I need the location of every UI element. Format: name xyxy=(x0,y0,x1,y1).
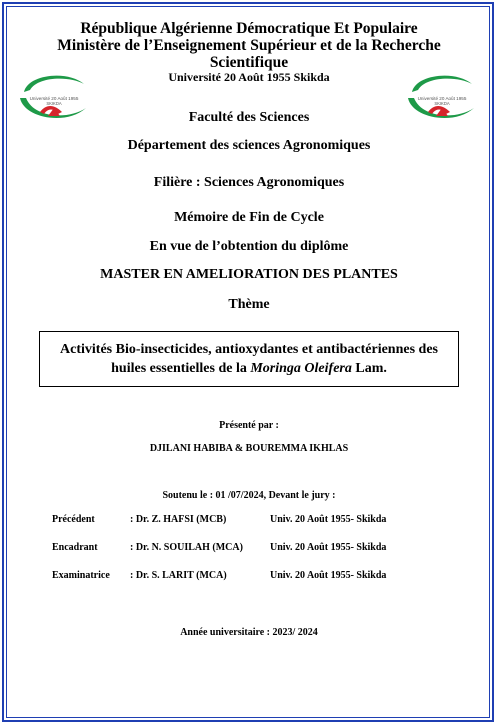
logo-text: SKIKDA xyxy=(46,101,62,106)
presented-by-label: Présenté par : xyxy=(219,420,279,431)
jury-row xyxy=(0,542,498,556)
jury-affiliation: Univ. 20 Août 1955- Skikda xyxy=(270,542,387,553)
ministry-line2: Scientifique xyxy=(209,54,289,71)
theme-line2 xyxy=(60,359,438,378)
theme-label: Thème xyxy=(228,297,270,312)
academic-year: Année universitaire : 2023/ 2024 xyxy=(180,627,318,638)
university-name: Université 20 Août 1955 Skikda xyxy=(168,70,330,84)
jury-role: Examinatrice xyxy=(52,570,110,581)
theme-line2-end: Lam. xyxy=(351,361,387,376)
authors: DJILANI HABIBA & BOUREMMA IKHLAS xyxy=(149,443,349,454)
theme-line1: Activités Bio-insecticides, antioxydantes et antibactériennes des xyxy=(60,342,438,357)
logo-text: Université 20 Août 1955 xyxy=(29,96,79,101)
ministry-line1: Ministère de l’Enseignement Supérieur et de la Recherche xyxy=(57,37,441,54)
jury-affiliation: Univ. 20 Août 1955- Skikda xyxy=(270,570,387,581)
jury-role: Encadrant xyxy=(52,542,98,553)
jury-name: : Dr. Z. HAFSI (MCB) xyxy=(130,514,227,525)
department: Département des sciences Agronomiques xyxy=(127,138,371,153)
jury-name: : Dr. N. SOUILAH (MCA) xyxy=(130,542,243,553)
diploma-purpose: En vue de l’obtention du diplôme xyxy=(149,239,349,254)
logo-text: SKIKDA xyxy=(434,101,450,106)
republic-title: République Algérienne Démocratique Et Populaire xyxy=(80,20,418,37)
jury-row xyxy=(0,514,498,528)
defense-date: Soutenu le : 01 /07/2024, Devant le jury : xyxy=(162,490,336,501)
species-name: Moringa Oleifera xyxy=(250,361,352,376)
jury-affiliation: Univ. 20 Août 1955- Skikda xyxy=(270,514,387,525)
master-title: MASTER EN AMELIORATION DES PLANTES xyxy=(100,267,398,282)
faculty: Faculté des Sciences xyxy=(188,110,310,125)
logo-text: Université 20 Août 1955 xyxy=(417,96,467,101)
theme-box xyxy=(39,331,459,387)
jury-name: : Dr. S. LARIT (MCA) xyxy=(130,570,227,581)
jury-role: Précédent xyxy=(52,514,95,525)
memoire-label: Mémoire de Fin de Cycle xyxy=(174,210,324,225)
filiere: Filière : Sciences Agronomiques xyxy=(153,175,345,190)
theme-line2-start: huiles essentielles de la xyxy=(111,361,251,376)
jury-row xyxy=(0,570,498,584)
